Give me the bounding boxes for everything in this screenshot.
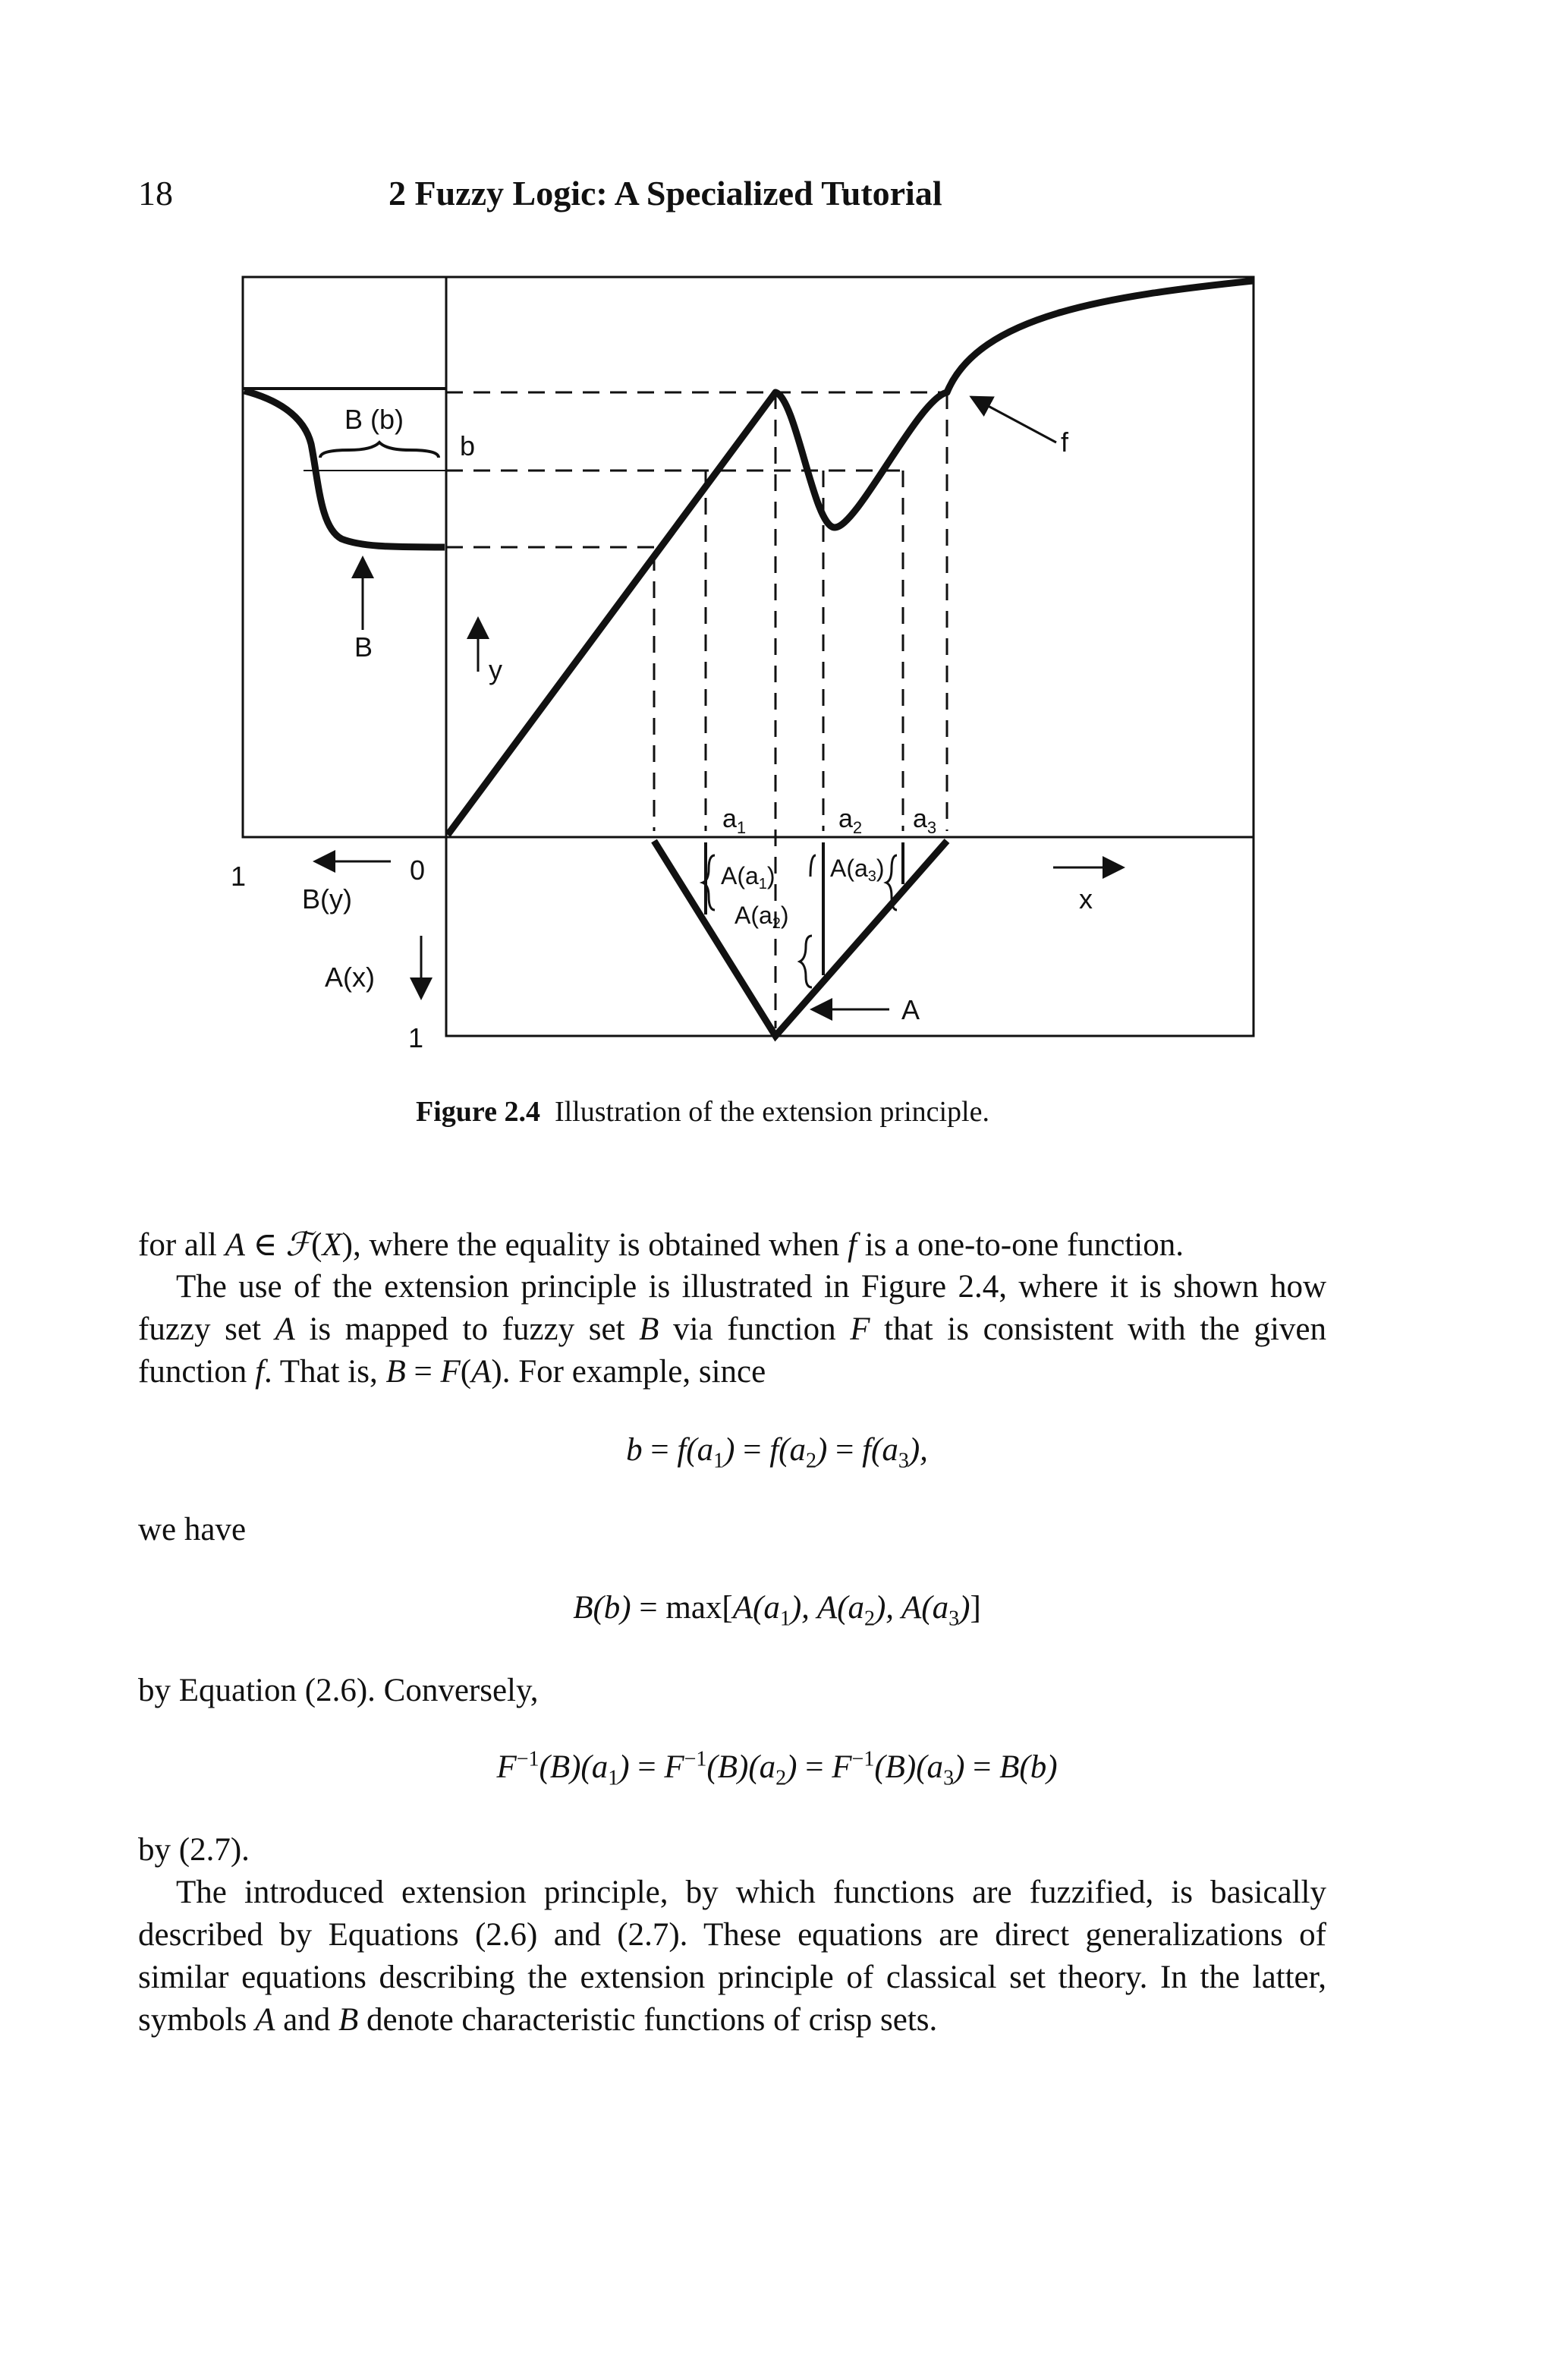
equation-1: $b = f(a_1) = f(a_2) = f(a_3)$,	[626, 1432, 928, 1473]
label-a3: $a_3$	[913, 804, 937, 837]
Bb-brace	[320, 442, 439, 458]
label-one-left: 1	[231, 861, 247, 892]
page-header	[0, 173, 1554, 219]
label-A: A	[901, 994, 920, 1025]
label-Ax: A(x)	[325, 962, 375, 993]
page-number: 18	[138, 174, 173, 212]
upper-frame	[243, 277, 1254, 837]
function-f-curve	[448, 281, 1254, 835]
paragraph-by-equation: by Equation (2.6). Conversely,	[138, 1673, 539, 1708]
Aa2-brace	[800, 936, 812, 987]
Aa1-right-brace	[810, 855, 816, 877]
paragraph-we-have: we have	[138, 1512, 247, 1547]
label-Aa3: A(a3)	[830, 855, 885, 885]
label-x: x	[1079, 883, 1093, 915]
label-a2: $a_2$	[838, 804, 863, 837]
label-Bb: B (b)	[344, 404, 404, 435]
paragraph-by-27: by (2.7).	[138, 1832, 250, 1868]
equation-3: $F^{-1}(B)(a_1) = F^{-1}(B)(a_2) = F^{-1}(B)(a_3) = B(b)$	[496, 1747, 1058, 1790]
label-B: B	[354, 631, 373, 663]
figure-extension-principle	[231, 269, 1267, 1055]
caption-label: Figure 2.4	[416, 1096, 540, 1128]
label-one-bottom: 1	[408, 1022, 424, 1053]
label-By: B(y)	[302, 883, 352, 915]
figure-caption	[416, 1095, 989, 1129]
figure-diagram	[231, 269, 1267, 1053]
label-zero: 0	[410, 855, 426, 886]
running-head: 2 Fuzzy Logic: A Specialized Tutorial	[388, 174, 942, 212]
label-f: f	[1061, 427, 1069, 458]
paragraph-3: The introduced extension principle, by which functions are fuzzified, is basically described by Equations (2.6) and (2.7). These equations are direct generalizations of similar equations describing the extension principle of classical set theory. In the latter, symbols A and B denote characteristic functions of crisp sets.	[138, 1875, 1326, 2038]
paragraph-1: for all A ∈ ℱ(X), where the equality is obtained when f is a one-to-one function.	[138, 1226, 1184, 1264]
label-a1: $a_1$	[722, 804, 747, 837]
label-Aa2: A(a2)	[735, 902, 789, 932]
label-Aa1: A(a1)	[721, 862, 775, 892]
equation-2: $B(b) = \max[A(a_1)$, $A(a_2)$, $A(a_3)$]	[573, 1590, 981, 1631]
label-b: b	[460, 430, 476, 461]
f-arrow	[971, 397, 1056, 442]
caption-text: Illustration of the extension principle.	[554, 1096, 989, 1128]
label-y: y	[489, 654, 502, 685]
paragraph-2: The use of the extension principle is illustrated in Figure 2.4, where it is shown how fuzzy set A is mapped to fuzzy set B via function F that is consistent with the given function f. That is, B = F(A). For example, since	[138, 1269, 1326, 1390]
